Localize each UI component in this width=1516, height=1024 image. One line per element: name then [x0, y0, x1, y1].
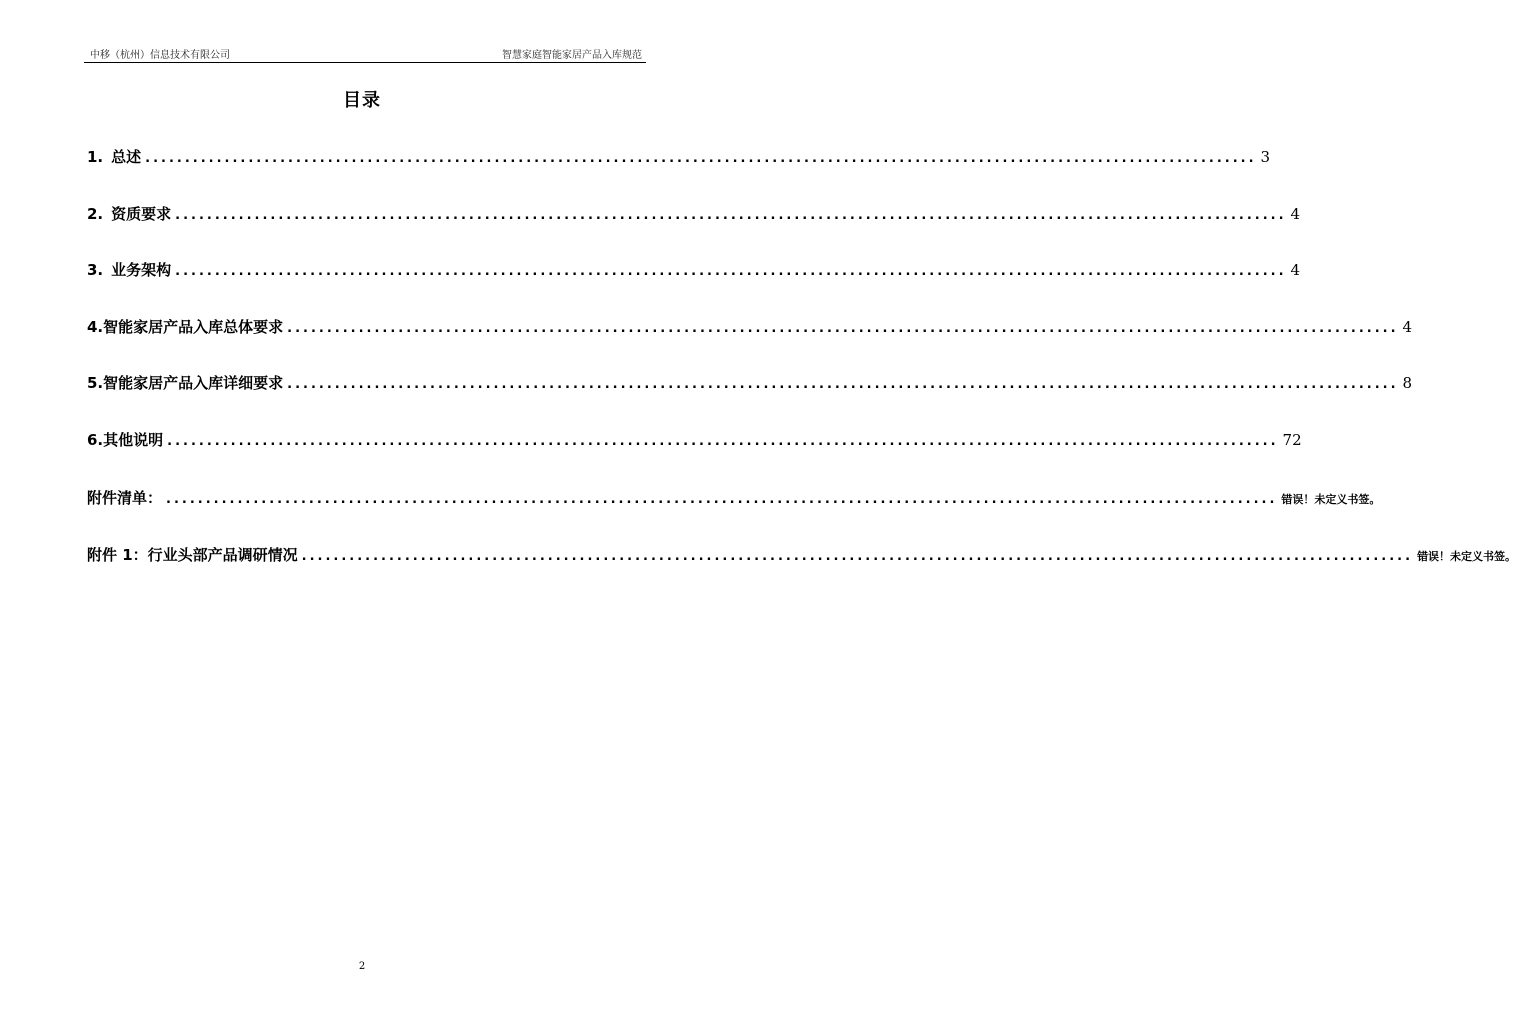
toc-entry-title: 智能家居产品入库总体要求	[103, 318, 284, 336]
toc-entry-6[interactable]	[87, 429, 1302, 453]
toc-entry-page: 4	[1402, 318, 1413, 336]
page-header	[84, 44, 646, 63]
toc-entry-number: 4.	[87, 318, 104, 336]
toc-entry-title: 资质要求	[111, 205, 172, 223]
toc-entry-page: 4	[1290, 261, 1301, 279]
toc-entry-number: 5.	[87, 374, 104, 392]
toc-leader-dots: ............................................................................................................................................	[167, 434, 1279, 449]
toc-entry-page: 3	[1260, 148, 1271, 166]
toc-title: 目录	[343, 90, 381, 111]
toc-leader-dots: ............................................................................................................................................	[175, 208, 1287, 223]
header-company: 中移（杭州）信息技术有限公司	[90, 50, 230, 61]
toc-entry-title: 附件清单：	[87, 489, 163, 507]
toc-entry-page-error: 错误！未定义书签。	[1281, 493, 1381, 506]
toc-entry-title: 智能家居产品入库详细要求	[103, 374, 284, 392]
toc-entry-title: 其他说明	[103, 431, 164, 449]
toc-entry-title: 附件 1：行业头部产品调研情况	[87, 546, 298, 564]
toc-entry-1[interactable]	[87, 146, 1271, 170]
toc-entry-attachment-list[interactable]	[87, 487, 1381, 511]
toc-entry-page: 4	[1290, 205, 1301, 223]
toc-leader-dots: ............................................................................................................................................	[287, 321, 1399, 336]
toc-entry-5[interactable]	[87, 372, 1413, 396]
toc-entry-4[interactable]	[87, 316, 1413, 340]
toc-entry-number: 6.	[87, 431, 104, 449]
header-document-title: 智慧家庭智能家居产品入库规范	[502, 50, 642, 61]
toc-leader-dots: ............................................................................................................................................	[175, 264, 1287, 279]
toc-entry-page-error: 错误！未定义书签。	[1417, 550, 1516, 563]
toc-entry-title: 总述	[111, 148, 142, 166]
toc-leader-dots: ............................................................................................................................................	[301, 549, 1414, 564]
toc-entry-title: 业务架构	[111, 261, 172, 279]
toc-leader-dots: ............................................................................................................................................	[287, 377, 1399, 392]
toc-leader-dots: ............................................................................................................................................	[166, 492, 1278, 507]
toc-entry-number: 1.	[87, 148, 104, 166]
page-number: 2	[358, 961, 366, 972]
toc-entry-page: 72	[1282, 431, 1302, 449]
toc-entry-attachment-1[interactable]	[87, 544, 1516, 568]
toc-entry-3[interactable]	[87, 259, 1301, 283]
toc-entry-2[interactable]	[87, 203, 1301, 227]
toc-entry-number: 3.	[87, 261, 104, 279]
toc-entry-number: 2.	[87, 205, 104, 223]
toc-entry-page: 8	[1402, 374, 1413, 392]
toc-leader-dots: ............................................................................................................................................	[145, 151, 1257, 166]
